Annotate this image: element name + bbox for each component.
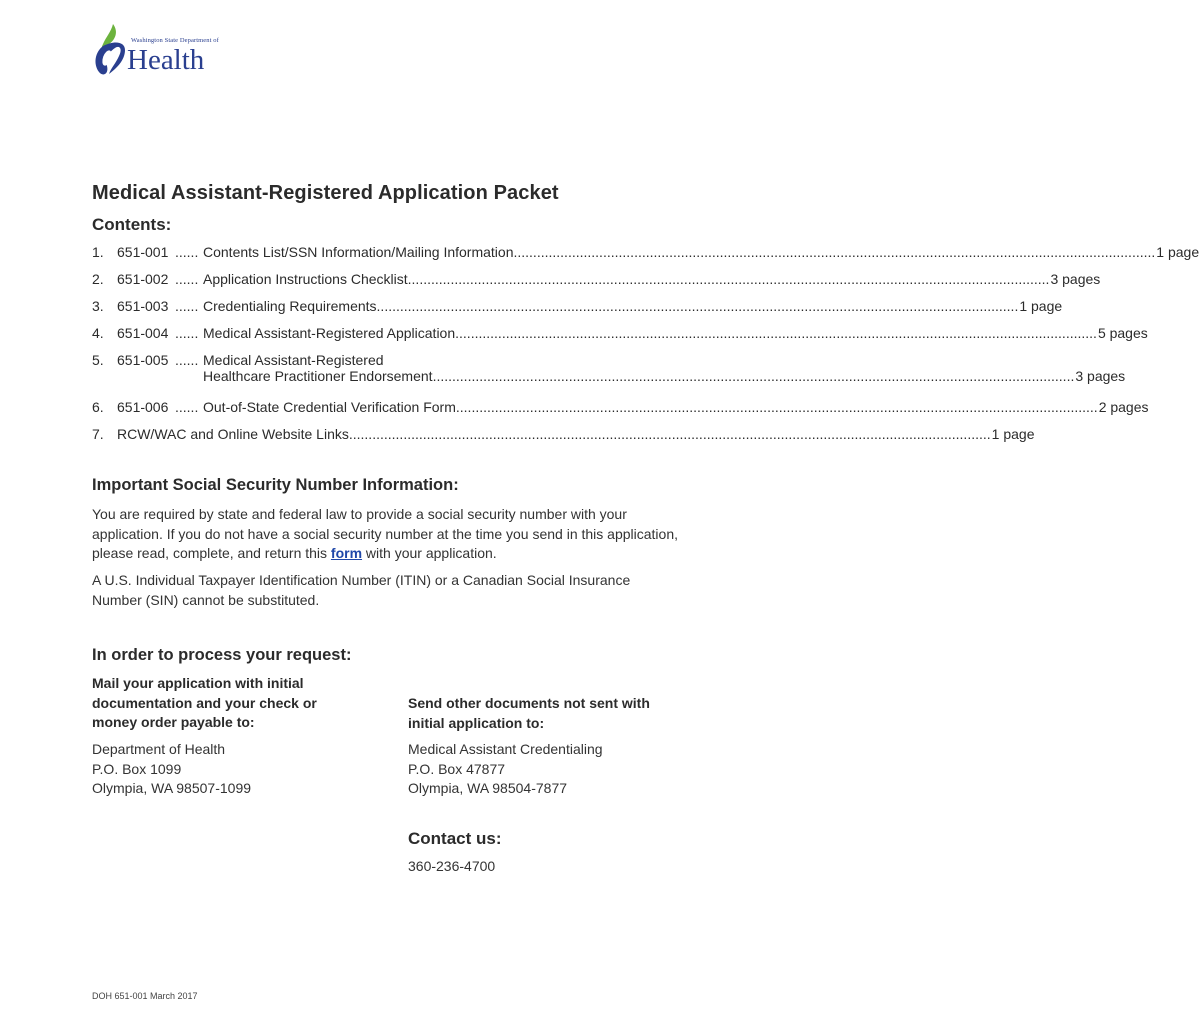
contents-item-leader (408, 271, 1050, 287)
contents-item-line (117, 368, 1125, 384)
contents-item-number: 4. (92, 325, 104, 341)
logo-title: Health (127, 44, 205, 76)
contents-item-line (117, 426, 1034, 442)
contents-item-leader: ...... (175, 298, 199, 314)
process-heading: In order to process your request: (92, 646, 352, 664)
contents-list (92, 244, 1199, 453)
contents-item (92, 399, 1149, 426)
logo-subtitle: Washington State Department of (131, 37, 219, 44)
contents-item-number: 5. (92, 352, 104, 368)
contents-item-leader (349, 426, 991, 442)
contents-heading: Contents: (92, 215, 172, 234)
contents-item-code: 651-006 (117, 399, 169, 415)
contents-item-leader (513, 244, 1155, 260)
contents-item-leader: ...... (175, 244, 199, 260)
contents-item (92, 426, 1035, 453)
ssn-heading: Important Social Security Number Information: (92, 476, 459, 494)
contents-item-leader: ...... (175, 271, 199, 287)
contents-item-body (117, 399, 1149, 415)
contents-item (92, 298, 1063, 325)
contents-item-number: 6. (92, 399, 104, 415)
address-line: P.O. Box 1099 (92, 760, 182, 777)
contents-item-number: 1. (92, 244, 104, 260)
contents-item-pages: 1 page (991, 426, 1035, 442)
contents-item-title: Healthcare Practitioner Endorsement (203, 368, 433, 384)
contact-phone: 360-236-4700 (408, 858, 496, 874)
contents-item-title: Credentialing Requirements (203, 298, 377, 314)
contents-item-body (117, 244, 1199, 260)
contents-item-line (117, 325, 1148, 341)
contents-item-title: Contents List/SSN Information/Mailing Information (203, 244, 514, 260)
address-line: P.O. Box 47877 (408, 760, 506, 777)
contents-item-line (117, 399, 1149, 415)
contents-item-pages: 3 pages (1050, 271, 1101, 287)
contents-item-pages: 5 pages (1097, 325, 1148, 341)
contents-item-pages: 1 page (1156, 244, 1199, 260)
contents-item-leader (377, 298, 1019, 314)
contents-item-leader: ...... (175, 352, 199, 368)
contents-item-body (117, 325, 1148, 341)
contents-item-title: RCW/WAC and Online Website Links (117, 426, 349, 442)
contents-item-leader (455, 325, 1097, 341)
contents-item-body (117, 298, 1062, 314)
contents-item-code: 651-005 (117, 352, 169, 368)
contents-item-body (117, 271, 1100, 287)
contents-item (92, 352, 1126, 399)
contents-item-leader: ...... (175, 325, 199, 341)
form-footer: DOH 651-001 March 2017 (92, 991, 198, 1001)
contents-item-code: 651-003 (117, 298, 169, 314)
contents-item-title: Medical Assistant-Registered Application (203, 325, 456, 341)
page-title: Medical Assistant-Registered Application Packet (92, 182, 559, 204)
address-line: Olympia, WA 98507-1099 (92, 780, 252, 796)
contents-item-number: 2. (92, 271, 104, 287)
contents-item-leader (433, 368, 1075, 384)
contents-item-leader (456, 399, 1098, 415)
contents-item-number: 7. (92, 426, 104, 442)
itin-paragraph: A U.S. Individual Taxpayer Identification Number (ITIN) or a Canadian Social Insurance Number (SIN) cannot be substituted. (92, 572, 631, 608)
contact-heading: Contact us: (408, 829, 502, 848)
contents-item-line (117, 271, 1100, 287)
other-docs-address (408, 740, 603, 799)
ssn-paragraph (92, 505, 682, 564)
contents-item-body (117, 426, 1034, 442)
mail-heading: Mail your application with initial documentation and your check or money order payable to: (92, 675, 317, 730)
contents-item-code: 651-001 (117, 244, 169, 260)
contents-item-title: Out-of-State Credential Verification Form (203, 399, 456, 415)
contents-item-title: Application Instructions Checklist (203, 271, 408, 287)
contents-item-line (117, 352, 1125, 368)
contents-item-code: 651-002 (117, 271, 169, 287)
contents-item-line (117, 244, 1199, 260)
contents-item-line (117, 298, 1062, 314)
contents-item (92, 325, 1148, 352)
address-line: Olympia, WA 98504-7877 (408, 780, 568, 796)
address-line: Department of Health (92, 741, 226, 757)
contents-item-pages: 3 pages (1075, 368, 1126, 384)
ssn-form-link[interactable]: form (330, 545, 363, 561)
ssn-text-after: with your application. (362, 545, 497, 561)
contents-item-leader: ...... (175, 399, 199, 415)
ssn-text-before: You are required by state and federal law to provide a social security number with your application. If you do not have a social security number at the time you send in this application, please read, complete, and return this (92, 506, 679, 561)
contents-item (92, 244, 1199, 271)
contents-item-body (117, 352, 1125, 384)
address-line: Medical Assistant Credentialing (408, 741, 603, 757)
contents-item-pages: 1 page (1019, 298, 1063, 314)
contents-item-number: 3. (92, 298, 104, 314)
contents-item (92, 271, 1101, 298)
contents-item-title: Medical Assistant-Registered (203, 352, 384, 368)
contents-item-pages: 2 pages (1098, 399, 1149, 415)
mail-address (92, 740, 251, 799)
contents-item-code: 651-004 (117, 325, 169, 341)
send-other-heading: Send other documents not sent with initial application to: (408, 695, 650, 731)
